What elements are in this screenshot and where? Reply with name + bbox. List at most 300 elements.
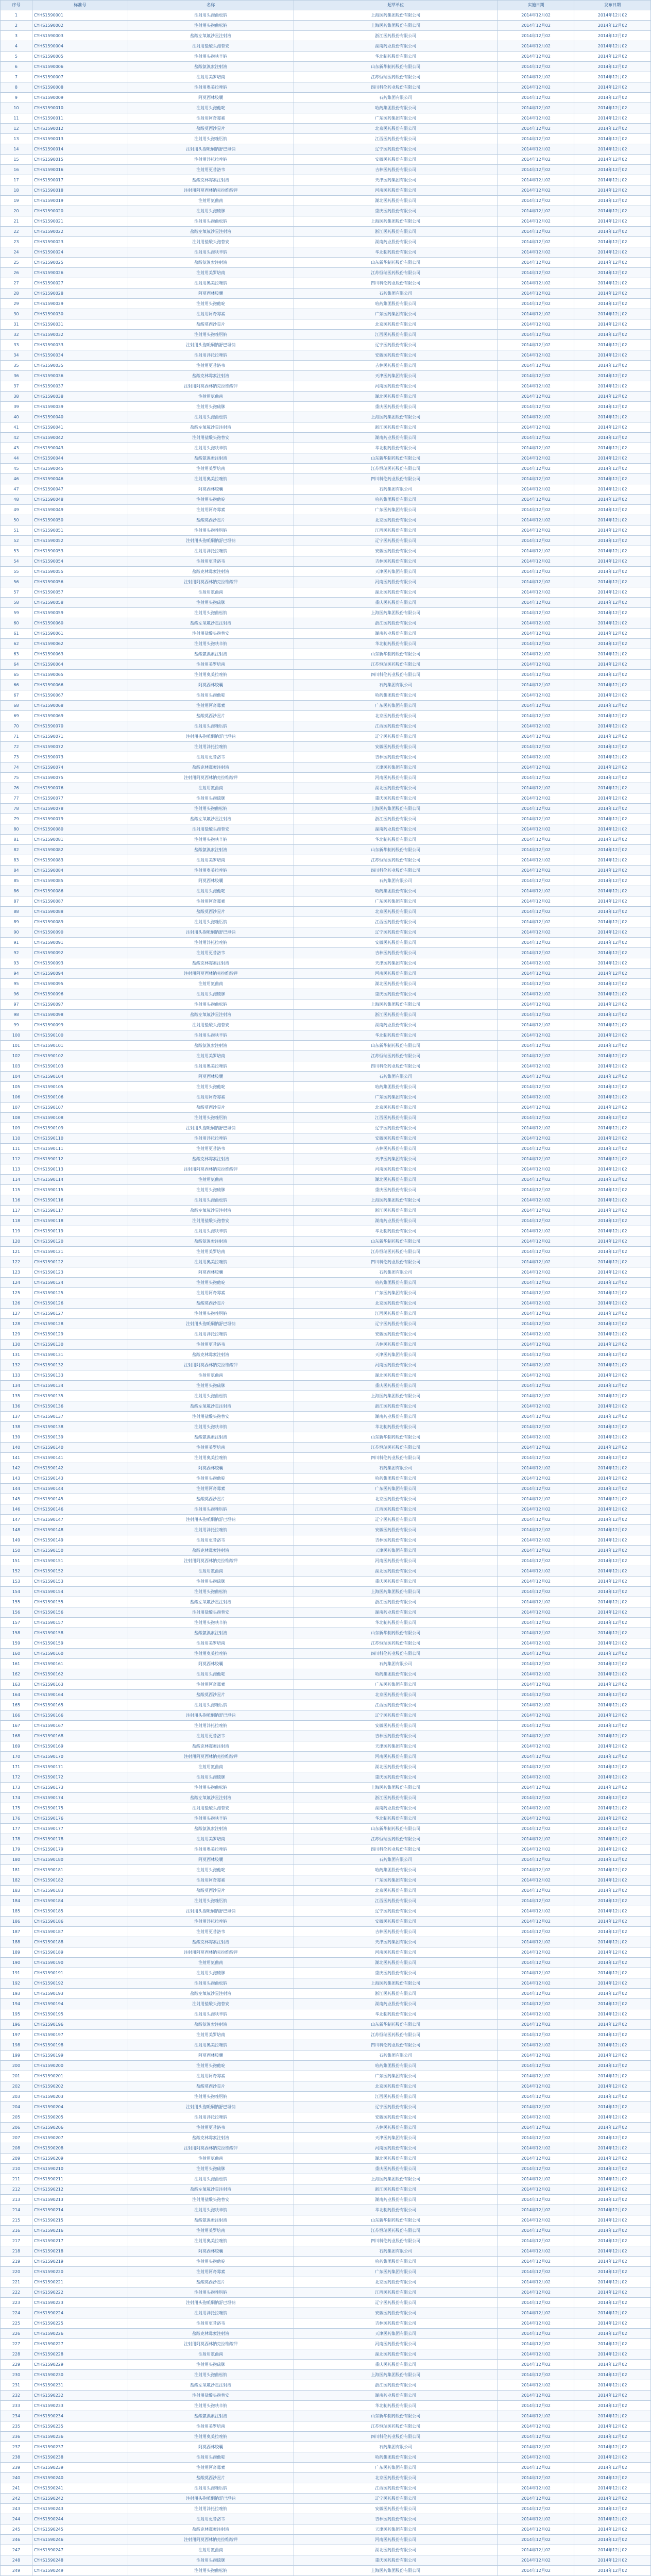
cell-index: 149	[1, 1535, 32, 1546]
cell-publish-date: 2014年12月02	[574, 1051, 651, 1061]
cell-code: CYHS1590050	[32, 515, 128, 526]
cell-unit: 浙江医药股份有限公司	[294, 618, 498, 629]
table-row	[1, 1041, 651, 1051]
cell-effective-date: 2014年12月02	[498, 155, 574, 165]
cell-index: 70	[1, 721, 32, 732]
cell-effective-date: 2014年12月02	[498, 484, 574, 495]
cell-publish-date: 2014年12月02	[574, 855, 651, 866]
cell-effective-date: 2014年12月02	[498, 247, 574, 258]
cell-unit: 重庆医药股份有限公司	[294, 1577, 498, 1587]
cell-effective-date: 2014年12月02	[498, 1123, 574, 1133]
cell-name: 注射用头孢呋辛钠	[128, 1618, 294, 1628]
cell-effective-date: 2014年12月02	[498, 2411, 574, 2421]
cell-index: 209	[1, 2154, 32, 2164]
cell-publish-date: 2014年12月02	[574, 1226, 651, 1236]
cell-unit: 辽宁医药股份有限公司	[294, 732, 498, 742]
cell-index: 189	[1, 1947, 32, 1958]
cell-unit: 河南医药股份有限公司	[294, 1360, 498, 1370]
cell-code: CYHS1590077	[32, 793, 128, 804]
cell-index: 10	[1, 103, 32, 113]
table-row	[1, 2267, 651, 2277]
cell-effective-date: 2014年12月02	[498, 649, 574, 659]
cell-publish-date: 2014年12月02	[574, 2215, 651, 2226]
cell-publish-date: 2014年12月02	[574, 773, 651, 783]
cell-unit: 哈药集团股份有限公司	[294, 2061, 498, 2071]
cell-effective-date: 2014年12月02	[498, 103, 574, 113]
table-row	[1, 1783, 651, 1793]
cell-effective-date: 2014年12月02	[498, 2370, 574, 2380]
table-row	[1, 2318, 651, 2329]
cell-publish-date: 2014年12月02	[574, 2401, 651, 2411]
cell-unit: 华北制药股份有限公司	[294, 2401, 498, 2411]
cell-effective-date: 2014年12月02	[498, 1515, 574, 1525]
cell-name: 注射用头孢唑肟钠	[128, 2483, 294, 2494]
cell-name: 盐酸莫西沙星片	[128, 1494, 294, 1504]
cell-name: 注射用氨曲南	[128, 1566, 294, 1577]
cell-index: 200	[1, 2061, 32, 2071]
table-row	[1, 2555, 651, 2566]
cell-publish-date: 2014年12月02	[574, 340, 651, 350]
table-row	[1, 2339, 651, 2349]
table-row	[1, 1638, 651, 1649]
cell-name: 注射用泮托拉唑钠	[128, 155, 294, 165]
cell-effective-date: 2014年12月02	[498, 526, 574, 536]
cell-code: CYHS1590026	[32, 268, 128, 278]
cell-effective-date: 2014年12月02	[498, 62, 574, 72]
table-row	[1, 1319, 651, 1329]
cell-unit: 上海医药集团股份有限公司	[294, 999, 498, 1010]
cell-name: 注射用头孢哌酮钠舒巴坦钠	[128, 732, 294, 742]
table-row	[1, 526, 651, 536]
table-row	[1, 350, 651, 361]
cell-effective-date: 2014年12月02	[498, 2545, 574, 2555]
cell-index: 199	[1, 2050, 32, 2061]
cell-code: CYHS1590008	[32, 82, 128, 93]
cell-code: CYHS1590070	[32, 721, 128, 732]
cell-publish-date: 2014年12月02	[574, 1968, 651, 1978]
cell-effective-date: 2014年12月02	[498, 134, 574, 144]
cell-effective-date: 2014年12月02	[498, 1793, 574, 1803]
table-row	[1, 1989, 651, 1999]
cell-publish-date: 2014年12月02	[574, 1546, 651, 1556]
cell-name: 注射用头孢硫脒	[128, 402, 294, 412]
cell-name: 盐酸克林霉素注射液	[128, 2133, 294, 2143]
cell-index: 101	[1, 1041, 32, 1051]
cell-name: 注射用氨曲南	[128, 587, 294, 598]
cell-code: CYHS1590137	[32, 1412, 128, 1422]
cell-unit: 辽宁医药股份有限公司	[294, 2494, 498, 2504]
cell-unit: 浙江医药股份有限公司	[294, 31, 498, 41]
cell-effective-date: 2014年12月02	[498, 2514, 574, 2524]
table-row	[1, 1422, 651, 1432]
cell-unit: 哈药集团股份有限公司	[294, 1865, 498, 1875]
cell-unit: 华北制药股份有限公司	[294, 443, 498, 453]
cell-name: 阿莫西林胶囊	[128, 93, 294, 103]
cell-unit: 辽宁医药股份有限公司	[294, 1515, 498, 1525]
table-row	[1, 1875, 651, 1886]
cell-publish-date: 2014年12月02	[574, 2236, 651, 2246]
table-row	[1, 556, 651, 567]
cell-publish-date: 2014年12月02	[574, 1855, 651, 1865]
cell-name: 注射用头孢唑肟钠	[128, 1113, 294, 1123]
cell-index: 81	[1, 835, 32, 845]
cell-index: 163	[1, 1680, 32, 1690]
table-row	[1, 1298, 651, 1309]
cell-publish-date: 2014年12月02	[574, 866, 651, 876]
cell-index: 206	[1, 2123, 32, 2133]
cell-name: 注射用奥美拉唑钠	[128, 474, 294, 484]
table-row	[1, 886, 651, 896]
cell-name: 盐酸莫西沙星片	[128, 907, 294, 917]
cell-unit: 湖北医药股份有限公司	[294, 196, 498, 206]
cell-name: 注射用更昔洛韦	[128, 361, 294, 371]
cell-unit: 广东医药集团有限公司	[294, 505, 498, 515]
cell-unit: 山东新华制药股份有限公司	[294, 649, 498, 659]
cell-name: 注射用头孢唑肟钠	[128, 721, 294, 732]
cell-code: CYHS1590028	[32, 289, 128, 299]
cell-code: CYHS1590007	[32, 72, 128, 82]
cell-unit: 安徽医药股份有限公司	[294, 350, 498, 361]
cell-name: 盐酸左氧氟沙星注射液	[128, 814, 294, 824]
cell-unit: 哈药集团股份有限公司	[294, 1278, 498, 1288]
cell-unit: 湖南药业股份有限公司	[294, 433, 498, 443]
cell-effective-date: 2014年12月02	[498, 196, 574, 206]
cell-index: 22	[1, 227, 32, 237]
cell-publish-date: 2014年12月02	[574, 845, 651, 855]
cell-unit: 江苏恒瑞医药股份有限公司	[294, 2030, 498, 2040]
cell-effective-date: 2014年12月02	[498, 2329, 574, 2339]
cell-code: CYHS1590171	[32, 1762, 128, 1772]
table-row	[1, 1113, 651, 1123]
cell-unit: 吉林医药股份有限公司	[294, 2318, 498, 2329]
cell-code: CYHS1590086	[32, 886, 128, 896]
cell-index: 126	[1, 1298, 32, 1309]
cell-name: 注射用阿奇霉素	[128, 1484, 294, 1494]
table-row	[1, 855, 651, 866]
cell-name: 注射用头孢唑肟钠	[128, 330, 294, 340]
table-row	[1, 577, 651, 587]
cell-code: CYHS1590224	[32, 2308, 128, 2318]
table-row	[1, 1917, 651, 1927]
cell-publish-date: 2014年12月02	[574, 1958, 651, 1968]
cell-code: CYHS1590076	[32, 783, 128, 793]
cell-index: 178	[1, 1834, 32, 1844]
cell-name: 注射用更昔洛韦	[128, 2318, 294, 2329]
cell-code: CYHS1590113	[32, 1164, 128, 1175]
table-row	[1, 134, 651, 144]
cell-name: 注射用头孢唑肟钠	[128, 2287, 294, 2298]
cell-name: 注射用盐酸头孢替安	[128, 2195, 294, 2205]
cell-unit: 四川科伦药业股份有限公司	[294, 1844, 498, 1855]
cell-publish-date: 2014年12月02	[574, 762, 651, 773]
table-row	[1, 917, 651, 927]
cell-effective-date: 2014年12月02	[498, 1257, 574, 1267]
cell-unit: 河南医药股份有限公司	[294, 773, 498, 783]
cell-name: 盐酸左氧氟沙星注射液	[128, 1989, 294, 1999]
cell-index: 65	[1, 670, 32, 680]
cell-publish-date: 2014年12月02	[574, 2411, 651, 2421]
table-row	[1, 247, 651, 258]
cell-publish-date: 2014年12月02	[574, 2205, 651, 2215]
cell-effective-date: 2014年12月02	[498, 1381, 574, 1391]
cell-code: CYHS1590069	[32, 711, 128, 721]
cell-code: CYHS1590180	[32, 1855, 128, 1865]
cell-publish-date: 2014年12月02	[574, 2030, 651, 2040]
table-row	[1, 2123, 651, 2133]
cell-index: 32	[1, 330, 32, 340]
cell-name: 注射用奥美拉唑钠	[128, 1061, 294, 1072]
cell-index: 143	[1, 1473, 32, 1484]
cell-unit: 石药集团有限公司	[294, 680, 498, 690]
cell-name: 注射用头孢呋辛钠	[128, 247, 294, 258]
cell-name: 盐酸氨溴索注射液	[128, 2020, 294, 2030]
cell-effective-date: 2014年12月02	[498, 1669, 574, 1680]
cell-index: 224	[1, 2308, 32, 2318]
cell-publish-date: 2014年12月02	[574, 2257, 651, 2267]
cell-name: 注射用头孢他啶	[128, 103, 294, 113]
table-row	[1, 21, 651, 31]
cell-index: 44	[1, 453, 32, 464]
cell-name: 阿莫西林胶囊	[128, 484, 294, 495]
cell-effective-date: 2014年12月02	[498, 721, 574, 732]
cell-code: CYHS1590067	[32, 690, 128, 701]
cell-name: 注射用氨曲南	[128, 1175, 294, 1185]
cell-publish-date: 2014年12月02	[574, 216, 651, 227]
cell-publish-date: 2014年12月02	[574, 484, 651, 495]
cell-code: CYHS1590089	[32, 917, 128, 927]
cell-unit: 山东新华制药股份有限公司	[294, 2020, 498, 2030]
cell-effective-date: 2014年12月02	[498, 1278, 574, 1288]
cell-publish-date: 2014年12月02	[574, 2081, 651, 2092]
cell-effective-date: 2014年12月02	[498, 855, 574, 866]
cell-index: 79	[1, 814, 32, 824]
cell-effective-date: 2014年12月02	[498, 2112, 574, 2123]
cell-index: 201	[1, 2071, 32, 2081]
cell-effective-date: 2014年12月02	[498, 433, 574, 443]
cell-publish-date: 2014年12月02	[574, 896, 651, 907]
cell-effective-date: 2014年12月02	[498, 2524, 574, 2535]
table-row	[1, 165, 651, 175]
cell-code: CYHS1590198	[32, 2040, 128, 2050]
cell-unit: 广东医药集团有限公司	[294, 2071, 498, 2081]
cell-effective-date: 2014年12月02	[498, 1082, 574, 1092]
cell-index: 242	[1, 2494, 32, 2504]
cell-publish-date: 2014年12月02	[574, 1700, 651, 1710]
cell-index: 72	[1, 742, 32, 752]
table-row	[1, 175, 651, 185]
cell-name: 注射用头孢呋辛钠	[128, 2009, 294, 2020]
cell-index: 168	[1, 1731, 32, 1741]
cell-unit: 安徽医药股份有限公司	[294, 1525, 498, 1535]
cell-publish-date: 2014年12月02	[574, 1504, 651, 1515]
cell-index: 96	[1, 989, 32, 999]
cell-index: 138	[1, 1422, 32, 1432]
cell-unit: 天津医药集团有限公司	[294, 1741, 498, 1752]
cell-name: 盐酸左氧氟沙星注射液	[128, 422, 294, 433]
table-row	[1, 1999, 651, 2009]
cell-index: 42	[1, 433, 32, 443]
cell-index: 142	[1, 1463, 32, 1473]
table-row	[1, 1226, 651, 1236]
cell-unit: 天津医药集团有限公司	[294, 1937, 498, 1947]
cell-publish-date: 2014年12月02	[574, 474, 651, 484]
cell-name: 盐酸氨溴索注射液	[128, 2411, 294, 2421]
cell-unit: 石药集团有限公司	[294, 1855, 498, 1865]
cell-name: 注射用盐酸头孢替安	[128, 1803, 294, 1814]
cell-publish-date: 2014年12月02	[574, 1731, 651, 1741]
cell-code: CYHS1590042	[32, 433, 128, 443]
cell-effective-date: 2014年12月02	[498, 124, 574, 134]
cell-unit: 哈药集团股份有限公司	[294, 495, 498, 505]
cell-code: CYHS1590242	[32, 2494, 128, 2504]
cell-publish-date: 2014年12月02	[574, 556, 651, 567]
cell-unit: 吉林医药股份有限公司	[294, 752, 498, 762]
cell-unit: 河南医药股份有限公司	[294, 185, 498, 196]
cell-effective-date: 2014年12月02	[498, 402, 574, 412]
cell-publish-date: 2014年12月02	[574, 1030, 651, 1041]
table-row	[1, 598, 651, 608]
cell-name: 注射用更昔洛韦	[128, 1144, 294, 1154]
cell-publish-date: 2014年12月02	[574, 1072, 651, 1082]
cell-code: CYHS1590119	[32, 1226, 128, 1236]
cell-unit: 山东新华制药股份有限公司	[294, 62, 498, 72]
cell-effective-date: 2014年12月02	[498, 258, 574, 268]
cell-effective-date: 2014年12月02	[498, 1824, 574, 1834]
cell-publish-date: 2014年12月02	[574, 299, 651, 309]
cell-unit: 北京医药股份有限公司	[294, 1298, 498, 1309]
cell-unit: 安徽医药股份有限公司	[294, 2308, 498, 2318]
table-row	[1, 824, 651, 835]
cell-effective-date: 2014年12月02	[498, 1525, 574, 1535]
cell-publish-date: 2014年12月02	[574, 1133, 651, 1144]
cell-unit: 河南医药股份有限公司	[294, 577, 498, 587]
cell-code: CYHS1590131	[32, 1350, 128, 1360]
cell-unit: 辽宁医药股份有限公司	[294, 1319, 498, 1329]
cell-unit: 石药集团有限公司	[294, 1463, 498, 1473]
cell-code: CYHS1590215	[32, 2215, 128, 2226]
cell-effective-date: 2014年12月02	[498, 2421, 574, 2432]
cell-name: 盐酸莫西沙星片	[128, 1103, 294, 1113]
table-row	[1, 41, 651, 52]
cell-index: 30	[1, 309, 32, 319]
cell-effective-date: 2014年12月02	[498, 783, 574, 793]
cell-unit: 吉林医药股份有限公司	[294, 1340, 498, 1350]
cell-publish-date: 2014年12月02	[574, 927, 651, 938]
cell-index: 237	[1, 2442, 32, 2452]
cell-index: 246	[1, 2535, 32, 2545]
cell-publish-date: 2014年12月02	[574, 422, 651, 433]
cell-name: 盐酸左氧氟沙星注射液	[128, 1401, 294, 1412]
cell-effective-date: 2014年12月02	[498, 587, 574, 598]
cell-name: 注射用更昔洛韦	[128, 948, 294, 958]
cell-code: CYHS1590079	[32, 814, 128, 824]
cell-unit: 四川科伦药业股份有限公司	[294, 1061, 498, 1072]
cell-publish-date: 2014年12月02	[574, 52, 651, 62]
cell-code: CYHS1590111	[32, 1144, 128, 1154]
cell-name: 注射用头孢唑肟钠	[128, 134, 294, 144]
cell-effective-date: 2014年12月02	[498, 866, 574, 876]
cell-unit: 浙江医药股份有限公司	[294, 814, 498, 824]
cell-code: CYHS1590196	[32, 2020, 128, 2030]
cell-index: 48	[1, 495, 32, 505]
cell-index: 50	[1, 515, 32, 526]
cell-name: 注射用头孢曲松钠	[128, 216, 294, 227]
cell-publish-date: 2014年12月02	[574, 824, 651, 835]
cell-unit: 江西医药股份有限公司	[294, 526, 498, 536]
cell-index: 131	[1, 1350, 32, 1360]
cell-unit: 山东新华制药股份有限公司	[294, 1236, 498, 1247]
cell-publish-date: 2014年12月02	[574, 526, 651, 536]
cell-unit: 安徽医药股份有限公司	[294, 546, 498, 556]
cell-unit: 华北制药股份有限公司	[294, 52, 498, 62]
cell-publish-date: 2014年12月02	[574, 2112, 651, 2123]
cell-unit: 江苏恒瑞医药股份有限公司	[294, 1638, 498, 1649]
table-row	[1, 989, 651, 999]
table-row	[1, 1257, 651, 1267]
table-row	[1, 278, 651, 289]
table-row	[1, 1103, 651, 1113]
cell-name: 注射用头孢他啶	[128, 886, 294, 896]
cell-effective-date: 2014年12月02	[498, 1680, 574, 1690]
cell-effective-date: 2014年12月02	[498, 577, 574, 587]
cell-name: 注射用美罗培南	[128, 1834, 294, 1844]
cell-publish-date: 2014年12月02	[574, 567, 651, 577]
cell-name: 盐酸氨溴索注射液	[128, 1628, 294, 1638]
cell-effective-date: 2014年12月02	[498, 1607, 574, 1618]
table-row	[1, 1906, 651, 1917]
cell-name: 注射用奥美拉唑钠	[128, 1453, 294, 1463]
cell-name: 注射用头孢曲松钠	[128, 804, 294, 814]
table-row	[1, 1504, 651, 1515]
cell-effective-date: 2014年12月02	[498, 1206, 574, 1216]
cell-name: 注射用奥美拉唑钠	[128, 2040, 294, 2050]
cell-index: 92	[1, 948, 32, 958]
cell-effective-date: 2014年12月02	[498, 1783, 574, 1793]
cell-effective-date: 2014年12月02	[498, 309, 574, 319]
cell-index: 59	[1, 608, 32, 618]
cell-effective-date: 2014年12月02	[498, 690, 574, 701]
cell-code: CYHS1590174	[32, 1793, 128, 1803]
cell-name: 盐酸氨溴索注射液	[128, 258, 294, 268]
cell-name: 注射用头孢他啶	[128, 1278, 294, 1288]
table-row	[1, 958, 651, 969]
cell-unit: 天津医药集团有限公司	[294, 762, 498, 773]
cell-effective-date: 2014年12月02	[498, 1432, 574, 1443]
cell-unit: 湖南药业股份有限公司	[294, 824, 498, 835]
cell-effective-date: 2014年12月02	[498, 711, 574, 721]
cell-unit: 江西医药股份有限公司	[294, 2092, 498, 2102]
cell-publish-date: 2014年12月02	[574, 495, 651, 505]
cell-unit: 哈药集团股份有限公司	[294, 1669, 498, 1680]
cell-publish-date: 2014年12月02	[574, 1659, 651, 1669]
cell-effective-date: 2014年12月02	[498, 299, 574, 309]
table-row	[1, 2432, 651, 2442]
cell-publish-date: 2014年12月02	[574, 1638, 651, 1649]
table-row	[1, 113, 651, 124]
cell-name: 盐酸莫西沙星片	[128, 2277, 294, 2287]
cell-name: 注射用头孢曲松钠	[128, 1587, 294, 1597]
cell-publish-date: 2014年12月02	[574, 732, 651, 742]
cell-index: 144	[1, 1484, 32, 1494]
cell-effective-date: 2014年12月02	[498, 1937, 574, 1947]
cell-code: CYHS1590211	[32, 2174, 128, 2184]
cell-effective-date: 2014年12月02	[498, 1329, 574, 1340]
table-row	[1, 670, 651, 680]
cell-code: CYHS1590227	[32, 2339, 128, 2349]
cell-code: CYHS1590146	[32, 1504, 128, 1515]
table-row	[1, 1123, 651, 1133]
table-row	[1, 1844, 651, 1855]
